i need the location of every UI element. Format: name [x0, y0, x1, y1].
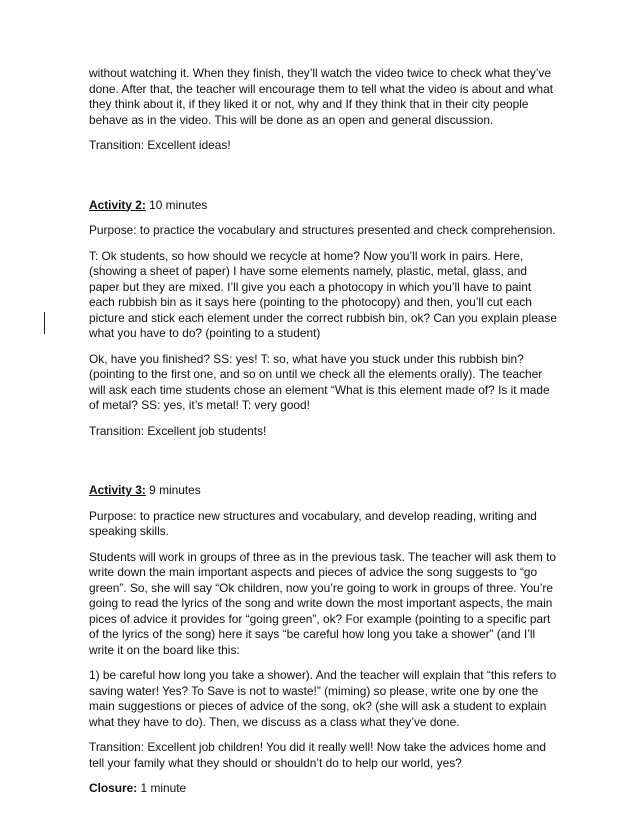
text-cursor-bar [44, 312, 45, 334]
activity-2-label: Activity 2: [89, 197, 146, 212]
activity-2-time: 10 minutes [145, 197, 208, 212]
closure-label: Closure: [89, 781, 138, 795]
paragraph-activity1-end: without watching it. When they finish, they’ll watch the video twice to check what they’ve done. After that, the teacher will encourage them to tell what the video is about and what they think about it, if they liked it or not, why and If they think that in their city people behave as in the video. This will be done as an open and general discussion. [89, 66, 554, 127]
activity-3-heading [89, 483, 559, 499]
activity-2-instructions: T: Ok students, so how should we recycle at home? Now you’ll work in pairs. Here, (showing a sheet of paper) I have some elements namely, plastic, metal, glass, and paper but they are mixed. I’ll give you each a photocopy in which you’ll have to paint each rubbish bin as it says here (pointing to the photocopy) and then, you’ll cut each picture and stick each element under the correct rubbish bin, ok? Can you explain please what you have to do? (pointing to a student) [89, 248, 557, 340]
transition-1: Transition: Excellent ideas! [89, 138, 231, 152]
activity-2-check: Ok, have you finished? SS: yes! T: so, what have you stuck under this rubbish bin? (pointing to the first one, and so on until we check all the elements orally). The teacher will ask each time students chose an element “What is this element made of? Is it made of metal? SS: yes, it’s metal! T: very good! [89, 351, 550, 412]
closure-time: 1 minute [137, 781, 187, 795]
transition-2: Transition: Excellent job students! [89, 423, 267, 438]
activity-3-instructions: Students will work in groups of three as in the previous task. The teacher will ask them to write down the main important aspects and pieces of advice the song suggests to “go green”. So, she will say “Ok children, now you’re going to work in groups of three. You’re going to read the lyrics of the song and write down the most important aspects, the main pices of advice it provides for “going green”, ok? For example (pointing to a specific part of the lyrics of the song) here it says “be careful how long you take a shower” (and I’ll write it on the board like this: [89, 549, 557, 657]
activity-3-example: 1) be careful how long you take a shower). And the teacher will explain that “this refers to saving water! Yes? To Save is not to waste!” (miming) so please, write one by one the main suggestions or pieces of advice of the song, ok? (she will ask a student to explain what they have to do). Then, we discuss as a class what they’ve done. [89, 668, 557, 729]
activity-3-purpose: Purpose: to practice new structures and vocabulary, and develop reading, writing and speaking skills. [89, 508, 537, 538]
activity-2-purpose: Purpose: to practice the vocabulary and structures presented and check comprehension. [89, 223, 556, 237]
activity-3-time: 9 minutes [145, 483, 201, 497]
activity-3-label: Activity 3: [89, 483, 146, 497]
transition-3: Transition: Excellent job children! You did it really well! Now take the advices home and tell your family what they should or shouldn’t do to help our world, yes? [89, 740, 546, 770]
document-page [89, 66, 559, 797]
activity-2-heading [89, 198, 559, 214]
closure-heading [89, 781, 559, 797]
